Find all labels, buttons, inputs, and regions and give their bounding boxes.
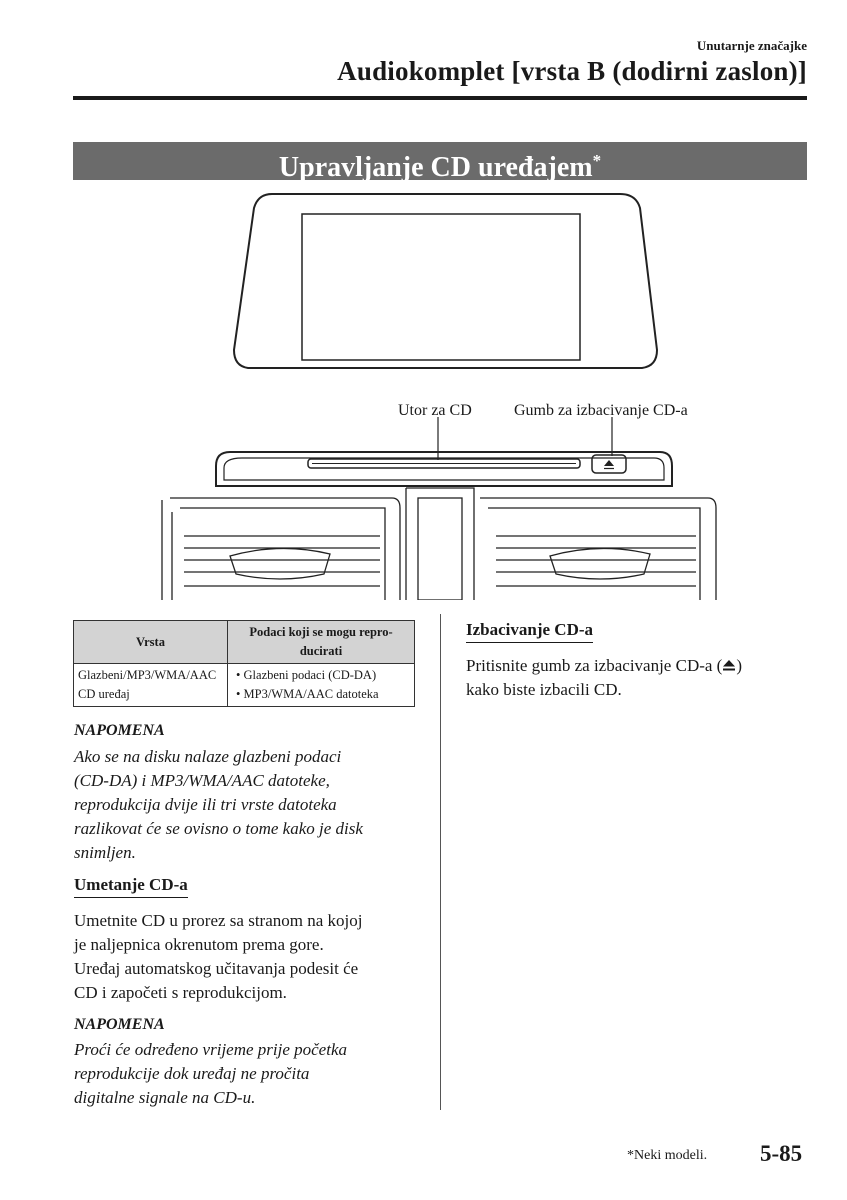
chapter-label: Unutarnje značajke (696, 38, 807, 53)
table-header: Podaci koji se mogu repro-ducirati (228, 621, 415, 664)
title-rule (73, 96, 807, 100)
note-text: Proći će određeno vrijeme prije početka reprodukcije dok uređaj ne pročita digitalne signale na CD-u. (74, 1040, 347, 1107)
list-item: • MP3/WMA/AAC datoteka (236, 687, 379, 701)
table-cell-items (228, 664, 415, 707)
table-row (74, 664, 415, 707)
table-cell-type: Glazbeni/MP3/WMA/AAC CD uređaj (74, 664, 228, 707)
eject-heading: Izbacivanje CD-a (466, 620, 593, 643)
eject-callout-label: Gumb za izbacivanje CD-a (514, 402, 688, 419)
footnote-marker: * (592, 151, 602, 170)
note-heading: NAPOMENA (74, 1016, 165, 1033)
air-vents (162, 488, 716, 600)
note-heading: NAPOMENA (74, 722, 165, 739)
table-header: Vrsta (74, 621, 228, 664)
list-item: • Glazbeni podaci (CD-DA) (236, 668, 377, 682)
cd-unit-panel (216, 452, 672, 486)
banner-title: Upravljanje CD uređajem (278, 152, 593, 183)
page-banner (73, 142, 807, 183)
note-text: Ako se na disku nalaze glazbeni podaci (CD-DA) i MP3/WMA/AAC datoteke, reprodukcija dvije ili tri vrste datoteka razlikovat će se ovisno o tome kako je disk snimljen. (74, 747, 363, 862)
page-number: 5-85 (760, 1141, 803, 1166)
insert-text: Umetnite CD u prorez sa stranom na kojoj je naljepnica okrenutom prema gore. Uređaj automatskog učitavanja podesit će CD i započeti s reprodukcijom. (74, 911, 363, 1002)
display-screen (302, 214, 580, 360)
eject-icon (722, 658, 736, 672)
column-divider (440, 614, 441, 1110)
display-bezel (234, 194, 657, 368)
media-table (73, 620, 415, 707)
table-header-row (74, 621, 415, 664)
eject-text: Pritisnite gumb za izbacivanje CD-a ( ) kako biste izbacili CD. (466, 656, 743, 699)
slot-callout-label: Utor za CD (398, 402, 472, 419)
insert-heading: Umetanje CD-a (74, 875, 188, 898)
footnote: *Neki modeli. (627, 1148, 708, 1163)
cd-player-illustration (160, 190, 720, 600)
section-title: Audiokomplet [vrsta B (dodirni zaslon)] (337, 56, 807, 86)
